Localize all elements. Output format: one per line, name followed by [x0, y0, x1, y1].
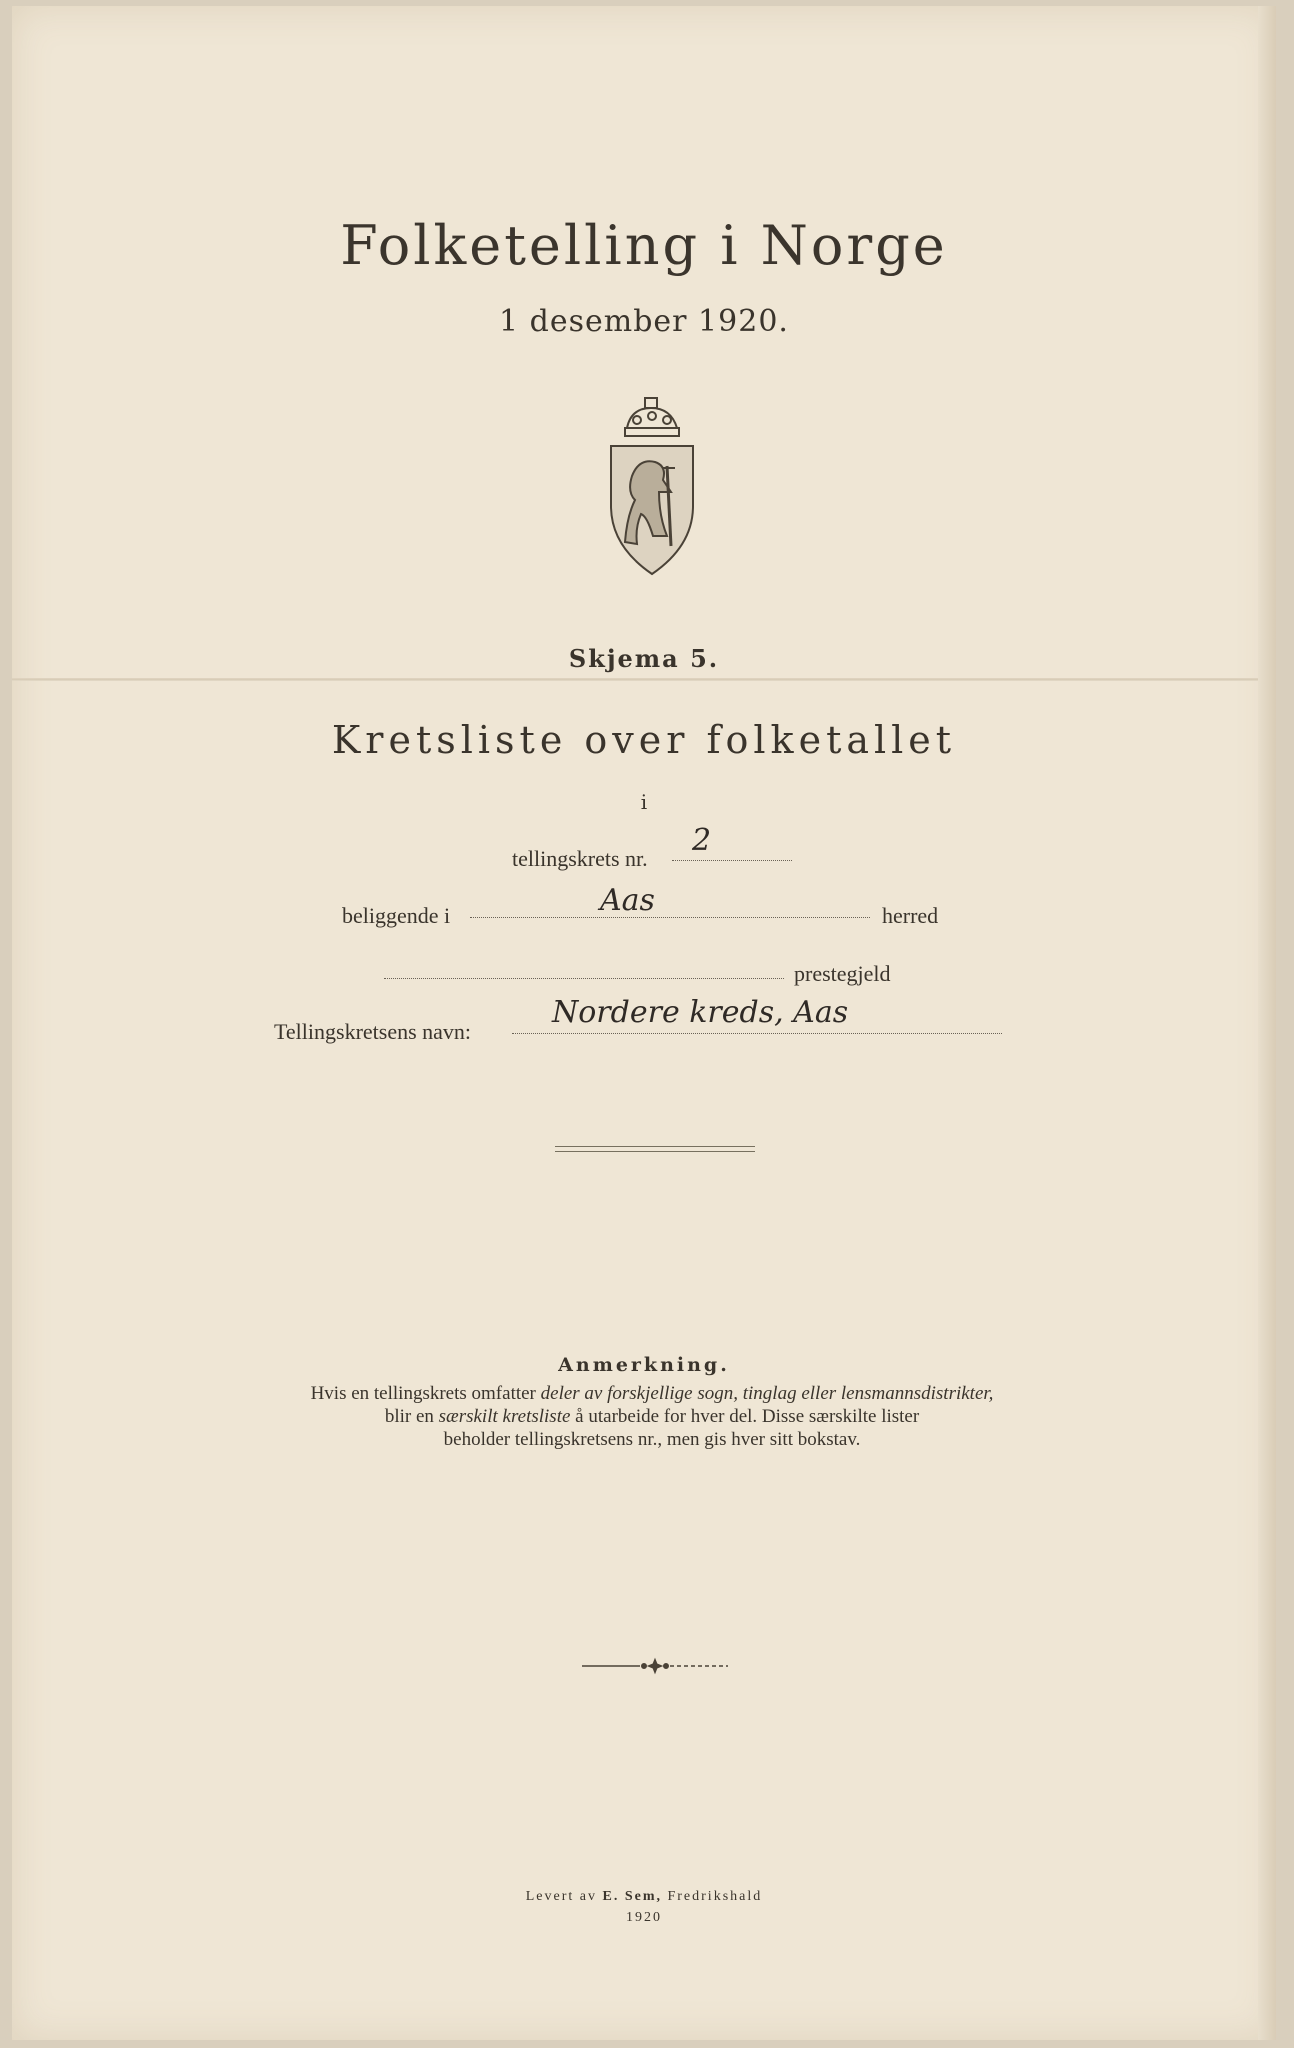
krets-label: tellingskrets nr. — [512, 846, 648, 871]
note-line-2-text-b: å utarbeide for hver del. Disse særskilte lister — [570, 1406, 920, 1427]
note-line-1-text: Hvis en tellingskrets omfatter — [310, 1383, 541, 1404]
note-line-1-italic: deler av forskjellige sogn, tinglag eller lensmannsdistrikter, — [540, 1383, 994, 1404]
beliggende-label: beliggende i — [342, 903, 451, 928]
note-line-3: beholder tellingskretsens nr., men gis hver sitt bokstav. — [443, 1429, 861, 1450]
printer-place: Fredrikshald — [661, 1889, 763, 1904]
document-title: Folketelling i Norge — [340, 214, 948, 277]
printer-year: 1920 — [626, 1910, 662, 1925]
norwegian-coat-of-arms-icon — [597, 396, 707, 576]
printer-name: E. Sem, — [602, 1889, 662, 1904]
herred-field[interactable]: Aas — [470, 884, 870, 918]
prestegjeld-label: prestegjeld — [794, 961, 891, 986]
paper-fold — [12, 678, 1276, 681]
prestegjeld-field[interactable] — [384, 944, 784, 979]
note-line-2 — [222, 1405, 1082, 1428]
krets-number-field[interactable]: 2 — [672, 824, 792, 861]
connector-i: i — [640, 790, 648, 814]
note-title: Anmerkning. — [558, 1354, 730, 1376]
schema-number: Skjema 5. — [568, 644, 720, 673]
krets-name-label: Tellingskretsens navn: — [274, 1019, 472, 1044]
printer-credit — [12, 1889, 1276, 1905]
form-heading: Kretsliste over folketallet — [331, 718, 957, 762]
document-date: 1 desember 1920. — [499, 304, 789, 339]
krets-name-field[interactable]: Nordere kreds, Aas — [512, 996, 1002, 1034]
note-line-2-italic: særskilt kretsliste — [438, 1406, 571, 1427]
printer-prefix: Levert av — [525, 1889, 603, 1904]
note-line-2-text-a: blir en — [384, 1406, 439, 1427]
census-form-page — [12, 6, 1276, 2040]
ornament-divider-icon — [580, 1656, 730, 1676]
herred-label: herred — [882, 903, 939, 928]
note-line-1 — [222, 1382, 1082, 1405]
double-rule-divider — [555, 1146, 755, 1152]
